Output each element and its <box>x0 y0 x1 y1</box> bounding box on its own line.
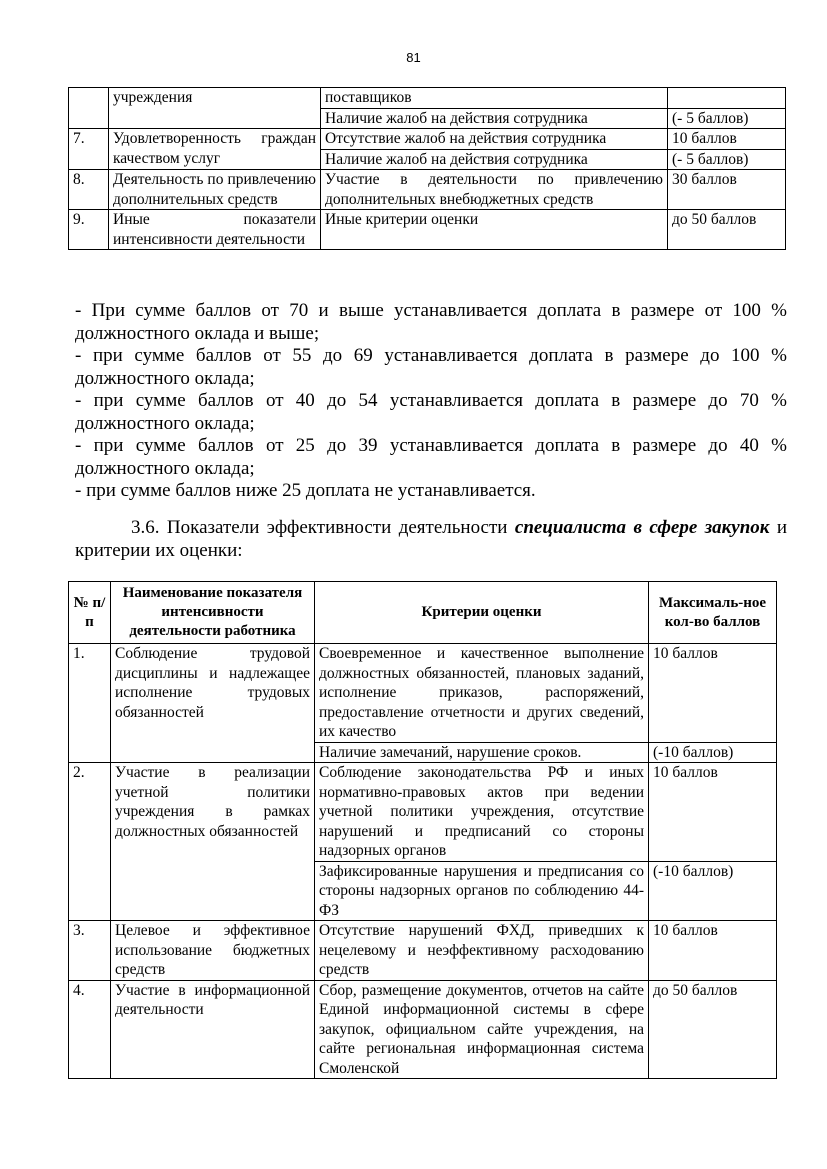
section-heading <box>75 517 787 562</box>
criterion-score: (-10 баллов) <box>649 742 777 763</box>
criterion-score <box>668 88 786 109</box>
criterion-text: Своевременное и качественное выполнение должностных обязанностей, плановых заданий, исполнение приказов, распоряжений, предоставление отчетности и других сведений, их качество <box>315 644 649 743</box>
section-heading-emphasis: специалиста в сфере закупок <box>514 517 770 538</box>
criterion-text: Отсутствие нарушений ФХД, приведших к нецелевому и неэффективному расходованию средств <box>315 921 649 981</box>
criterion-score: (- 5 баллов) <box>668 108 786 129</box>
criterion-text: Наличие жалоб на действия сотрудника <box>321 149 668 170</box>
table-row <box>69 980 777 1079</box>
header-criteria: Критерии оценки <box>315 582 649 644</box>
row-number: 8. <box>69 170 109 210</box>
row-number <box>69 88 109 129</box>
criterion-text: поставщиков <box>321 88 668 109</box>
table-header-row <box>69 582 777 644</box>
indicator-name: учреждения <box>109 88 321 129</box>
indicator-name: Участие в реализации учетной политики учреждения в рамках должностных обязанностей <box>111 763 315 921</box>
criterion-text: Иные критерии оценки <box>321 210 668 250</box>
header-number: № п/п <box>69 582 111 644</box>
criterion-score: до 50 баллов <box>649 980 777 1079</box>
specialist-indicators-table <box>68 581 777 1079</box>
criterion-score: 30 баллов <box>668 170 786 210</box>
indicator-name: Целевое и эффективное использование бюджетных средств <box>111 921 315 981</box>
header-indicator: Наименование показателя интенсивности деятельности работника <box>111 582 315 644</box>
section-heading-text: 3.6. Показатели эффективности деятельности <box>131 517 515 538</box>
bonus-rule: - при сумме баллов от 25 до 39 устанавливается доплата в размере до 40 % должностного оклада; <box>75 435 787 479</box>
criterion-score: 10 баллов <box>649 921 777 981</box>
criterion-score: (-10 баллов) <box>649 861 777 921</box>
criterion-text: Наличие замечаний, нарушение сроков. <box>315 742 649 763</box>
criterion-score: (- 5 баллов) <box>668 149 786 170</box>
section-heading-tail: и критерии их оценки: <box>75 517 788 561</box>
header-max-score: Максималь-ное кол-во баллов <box>649 582 777 644</box>
indicators-table-continued <box>68 87 786 250</box>
indicator-name: Соблюдение трудовой дисциплины и надлежащее исполнение трудовых обязанностей <box>111 644 315 763</box>
table-row <box>69 129 786 150</box>
indicator-name: Удовлетворенность граждан качеством услуг <box>109 129 321 170</box>
criterion-score: 10 баллов <box>649 644 777 743</box>
criterion-text: Сбор, размещение документов, отчетов на сайте Единой информационной системы в сфере закупок, официальном сайте учреждения, на сайте региональная информационная система Смоленской <box>315 980 649 1079</box>
table-row <box>69 210 786 250</box>
criterion-text: Зафиксированные нарушения и предписания со стороны надзорных органов по соблюдению 44-ФЗ <box>315 861 649 921</box>
criterion-text: Отсутствие жалоб на действия сотрудника <box>321 129 668 150</box>
bonus-rules-list <box>75 300 787 503</box>
indicator-name: Участие в информационной деятельности <box>111 980 315 1079</box>
row-number: 7. <box>69 129 109 170</box>
table-row <box>69 88 786 109</box>
criterion-text: Наличие жалоб на действия сотрудника <box>321 108 668 129</box>
row-number: 9. <box>69 210 109 250</box>
criterion-score: 10 баллов <box>649 763 777 862</box>
row-number: 3. <box>69 921 111 981</box>
bonus-rule: - при сумме баллов ниже 25 доплата не устанавливается. <box>75 480 536 501</box>
indicator-name: Деятельность по привлечению дополнительных средств <box>109 170 321 210</box>
page-number: 81 <box>406 50 421 65</box>
bonus-rule: - при сумме баллов от 40 до 54 устанавливается доплата в размере до 70 % должностного оклада; <box>75 390 787 434</box>
row-number: 4. <box>69 980 111 1079</box>
table-row <box>69 644 777 743</box>
bonus-rule: - При сумме баллов от 70 и выше устанавливается доплата в размере от 100 % должностного оклада и выше; <box>75 300 787 344</box>
criterion-score: 10 баллов <box>668 129 786 150</box>
criterion-text: Участие в деятельности по привлечению дополнительных внебюджетных средств <box>321 170 668 210</box>
criterion-score: до 50 баллов <box>668 210 786 250</box>
table-row <box>69 921 777 981</box>
table-row <box>69 170 786 210</box>
row-number: 2. <box>69 763 111 921</box>
table-row <box>69 763 777 862</box>
indicator-name: Иные показатели интенсивности деятельности <box>109 210 321 250</box>
row-number: 1. <box>69 644 111 763</box>
criterion-text: Соблюдение законодательства РФ и иных нормативно-правовых актов при ведении учетной политики учреждения, отсутствие нарушений и предписаний со стороны надзорных органов <box>315 763 649 862</box>
bonus-rule: - при сумме баллов от 55 до 69 устанавливается доплата в размере до 100 % должностного оклада; <box>75 345 787 389</box>
